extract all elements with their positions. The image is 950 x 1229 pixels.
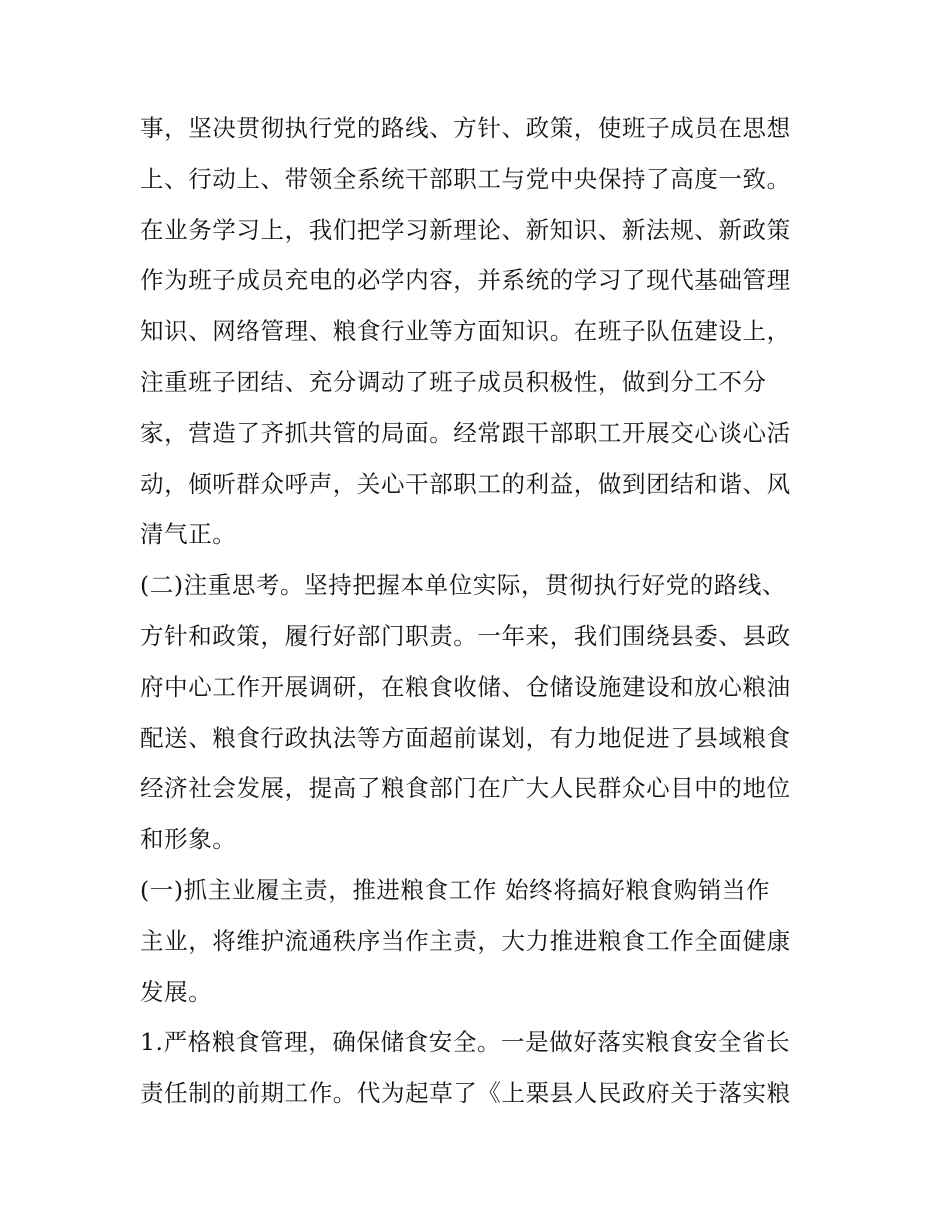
document-body [140,103,820,1119]
text-line: 在业务学习上，我们把学习新理论、新知识、新法规、新政策 [140,215,791,244]
text-line: 知识、网络管理、粮食行业等方面知识。在班子队伍建设上， [140,317,791,346]
text-line: 作为班子成员充电的必学内容，并系统的学习了现代基础管理 [140,266,791,295]
text-line: 府中心工作开展调研，在粮食收储、仓储设施建设和放心粮油 [140,672,791,701]
text-line: 方针和政策，履行好部门职责。一年来，我们围绕县委、县政 [140,621,791,650]
section-heading-line: (二)注重思考。坚持把握本单位实际，贯彻执行好党的路线、 [140,571,787,600]
text-line: 事，坚决贯彻执行党的路线、方针、政策，使班子成员在思想 [140,114,791,142]
text-line: 注重班子团结、充分调动了班子成员积极性，做到分工不分 [140,367,767,396]
text-line: 清气正。 [140,520,237,549]
text-line: 上、行动上、带领全系统干部职工与党中央保持了高度一致。 [140,164,791,193]
text-line: 家，营造了齐抓共管的局面。经常跟干部职工开展交心谈心活 [140,418,791,447]
text-line: 动，倾听群众呼声，关心干部职工的利益，做到团结和谐、风 [140,469,791,498]
text-line: 和形象。 [140,825,237,854]
section-heading-line: (一)抓主业履主责，推进粮食工作 始终将搞好粮食购销当作 [140,875,771,904]
numbered-item-line: 1.严格粮食管理，确保储食安全。一是做好落实粮食安全省长 [140,1028,791,1057]
text-line: 主业，将维护流通秩序当作主责，大力推进粮食工作全面健康 [140,926,791,955]
text-line: 责任制的前期工作。代为起草了《上栗县人民政府关于落实粮 [140,1079,791,1108]
text-line: 发展。 [140,977,213,1006]
text-line: 经济社会发展，提高了粮食部门在广大人民群众心目中的地位 [140,774,791,803]
text-line: 配送、粮食行政执法等方面超前谋划，有力地促进了县域粮食 [140,723,791,752]
